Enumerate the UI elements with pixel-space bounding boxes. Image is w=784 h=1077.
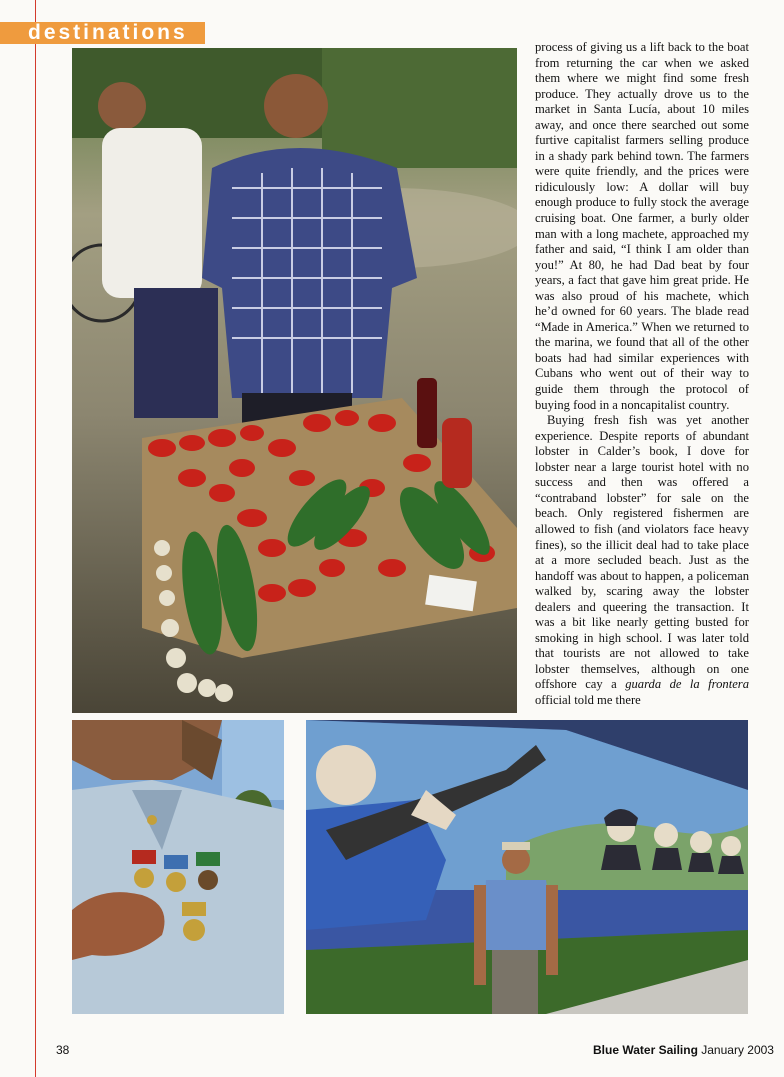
section-tab: destinations [0, 22, 205, 44]
paragraph-text-end: official told me there [535, 692, 641, 707]
magazine-credit [593, 1043, 774, 1057]
issue-date: January 2003 [701, 1043, 774, 1057]
mural-photo [306, 720, 748, 1014]
italic-term: guarda de la frontera [625, 677, 749, 692]
paragraph-text: Buying fresh fish was yet another experience. Despite reports of abundant lobster in Calder’s book, I dove for lobster near a large tourist hotel with no success and then was offered a “contraband lobster” for sale on the beach. Only registered fishermen are allowed to fish (and violators face heavy fines), so the illicit deal had to take place at a more secluded beach. Just as the handoff was about to happen, a policeman walked by, scaring away the lobster dealers and queering the transaction. It was a bit like nearly getting busted for smoking in high school. I was later told that tourists are not allowed to take lobster themselves, although on one offshore cay a [535, 413, 749, 692]
medals-photo [72, 720, 284, 1014]
market-photo [72, 48, 517, 713]
margin-rule [35, 0, 36, 1077]
page-number: 38 [56, 1043, 70, 1057]
article-text-column [535, 40, 749, 709]
article-paragraph: process of giving us a lift back to the boat from returning the car when we asked them where we might find some fresh produce. They actually drove us to the market in Santa Lucía, about 10 miles away, and once there searched out some furtive capitalist farmers selling produce in a shady park behind town. The farmers were quite friendly, and the prices were ridiculously low: A dollar will buy enough produce to fully stock the average cruising boat. One farmer, a burly older man with a long machete, approached my father and said, “I think I am older than you!” At 80, he had Dad beat by four years, a fact that gave him great pride. He was also proud of his machete, which he’d owned for 60 years. The blade read “Made in America.” When we returned to the marina, we found that all of the other boats had had similar experiences with Cubans who went out of their way to guide them through the protocol of buying food in a noncapitalist country. [535, 40, 749, 412]
article-paragraph [535, 413, 749, 708]
magazine-name: Blue Water Sailing [593, 1043, 698, 1057]
